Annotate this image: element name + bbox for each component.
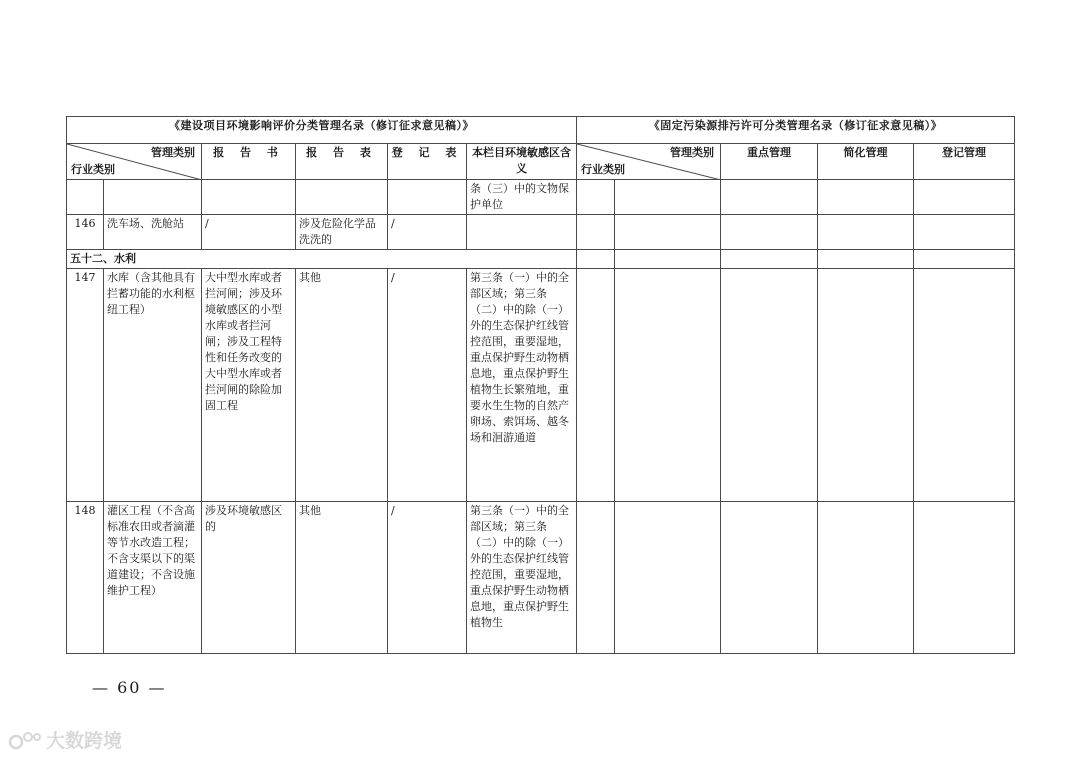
table-row [67,180,1015,215]
sensitive-area-cell: 第三条（一）中的全部区域；第三条（二）中的除（一）外的生态保护红线管控范围，重要湿地，重点保护野生动物栖息地，重点保护野生植物生 [467,502,577,654]
row-number: 148 [67,502,104,654]
sensitive-area-cell: 第三条（一）中的全部区域；第三条（二）中的除（一）外的生态保护红线管控范围，重要湿地，重点保护野生动物栖息地，重点保护野生植物生长繁殖地，重要水生生物的自然产卵场、索饵场、越冬场和洄游通道 [467,269,577,502]
registration-cell: / [388,269,467,502]
section-row [67,250,1015,269]
header-row [67,144,1015,180]
sensitive-area-cell: 条（三）中的文物保护单位 [467,180,577,215]
industry-name-cell: 水库（含其他具有拦蓄功能的水利枢纽工程） [104,269,202,502]
left-table-title: 《建设项目环境影响评价分类管理名录（修订征求意见稿）》 [67,117,577,144]
table-row [67,502,1015,654]
watermark [8,726,122,753]
registration-form-header: 登 记 表 [388,144,467,180]
registration-management-header: 登记管理 [914,144,1015,180]
report-form-cell: 其他 [296,502,388,654]
table-row [67,215,1015,250]
report-form-cell: 其他 [296,269,388,502]
classification-table [66,116,1015,654]
watermark-logo-icon [8,728,42,752]
section-heading: 五十二、水利 [67,250,577,269]
industry-category-label: 行业类别 [71,163,115,176]
row-number: 147 [67,269,104,502]
industry-name-cell: 洗车场、洗舱站 [104,215,202,250]
report-book-cell: 涉及环境敏感区的 [202,502,296,654]
key-management-header: 重点管理 [721,144,818,180]
sensitive-area-header: 本栏目环境敏感区含义 [467,144,577,180]
report-book-cell: 大中型水库或者拦河闸；涉及环境敏感区的小型水库或者拦河闸；涉及工程特性和任务改变的大中型水库或者拦河闸的除险加固工程 [202,269,296,502]
report-form-cell: 涉及危险化学品洗洗的 [296,215,388,250]
watermark-text: 大数跨境 [46,730,123,752]
report-book-header: 报 告 书 [202,144,296,180]
management-category-label: 管理类别 [151,146,195,159]
left-diagonal-header [67,144,202,180]
right-diagonal-header [577,144,721,180]
management-category-label: 管理类别 [670,146,714,159]
page-number: — 60 — [92,678,167,697]
registration-cell: / [388,502,467,654]
right-table-title: 《固定污染源排污许可分类管理名录（修订征求意见稿）》 [577,117,1015,144]
title-row [67,117,1015,144]
row-number: 146 [67,215,104,250]
industry-category-label: 行业类别 [581,163,625,176]
report-form-header: 报 告 表 [296,144,388,180]
simplified-management-header: 简化管理 [818,144,914,180]
industry-name-cell: 灌区工程（不含高标准农田或者滴灌等节水改造工程；不含支渠以下的渠道建设；不含设施维护工程） [104,502,202,654]
registration-cell: / [388,215,467,250]
report-book-cell: / [202,215,296,250]
table-row [67,269,1015,502]
